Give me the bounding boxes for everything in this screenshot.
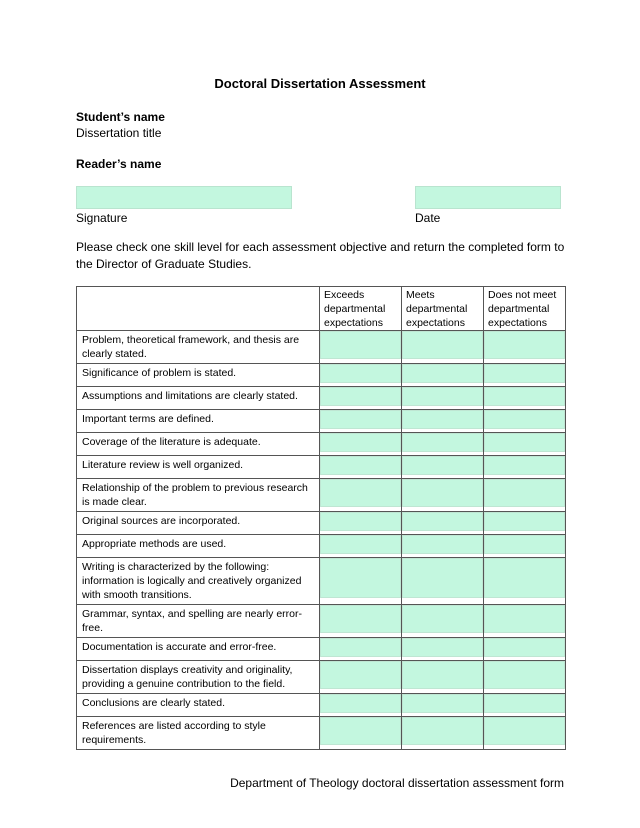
rating-checkbox-exceeds[interactable] <box>320 364 401 383</box>
dissertation-title-label: Dissertation title <box>76 126 162 140</box>
rating-cell-meets <box>402 638 484 661</box>
rating-checkbox-meets[interactable] <box>402 717 483 745</box>
assessment-table <box>76 286 566 750</box>
rating-cell-exceeds <box>320 717 402 750</box>
objective-text: Dissertation displays creativity and originality, providing a genuine contribution to the field. <box>82 664 293 690</box>
rating-checkbox-meets[interactable] <box>402 364 483 383</box>
rating-cell-does-not-meet <box>484 364 566 387</box>
column-header-label: Meets departmental expectations <box>406 289 468 329</box>
rating-checkbox-does-not-meet[interactable] <box>484 331 565 359</box>
rating-cell-exceeds <box>320 661 402 694</box>
rating-checkbox-does-not-meet[interactable] <box>484 387 565 406</box>
rating-checkbox-does-not-meet[interactable] <box>484 638 565 657</box>
rating-cell-exceeds <box>320 410 402 433</box>
rating-checkbox-meets[interactable] <box>402 387 483 406</box>
reader-name-label: Reader’s name <box>76 157 162 171</box>
table-row <box>77 694 566 717</box>
table-row <box>77 331 566 364</box>
table-row <box>77 433 566 456</box>
rating-checkbox-exceeds[interactable] <box>320 433 401 452</box>
rating-cell-exceeds <box>320 605 402 638</box>
rating-checkbox-exceeds[interactable] <box>320 605 401 633</box>
rating-cell-does-not-meet <box>484 456 566 479</box>
rating-checkbox-exceeds[interactable] <box>320 387 401 406</box>
objective-cell <box>77 661 320 694</box>
rating-cell-meets <box>402 331 484 364</box>
page-title: Doctoral Dissertation Assessment <box>214 76 426 91</box>
rating-cell-exceeds <box>320 456 402 479</box>
objective-text: References are listed according to style requirements. <box>82 720 266 746</box>
rating-checkbox-meets[interactable] <box>402 661 483 689</box>
table-row <box>77 717 566 750</box>
rating-checkbox-meets[interactable] <box>402 512 483 531</box>
objective-text: Significance of problem is stated. <box>82 367 237 379</box>
date-label: Date <box>415 211 441 225</box>
objective-cell <box>77 717 320 750</box>
rating-cell-meets <box>402 694 484 717</box>
objective-text: Documentation is accurate and error-free. <box>82 641 277 653</box>
rating-cell-does-not-meet <box>484 512 566 535</box>
signature-label: Signature <box>76 211 128 225</box>
rating-cell-exceeds <box>320 512 402 535</box>
table-row <box>77 535 566 558</box>
rating-checkbox-does-not-meet[interactable] <box>484 512 565 531</box>
objective-cell <box>77 433 320 456</box>
table-row <box>77 456 566 479</box>
objective-text: Grammar, syntax, and spelling are nearly error-free. <box>82 608 303 634</box>
rating-cell-does-not-meet <box>484 433 566 456</box>
rating-checkbox-does-not-meet[interactable] <box>484 558 565 598</box>
table-header-row <box>77 287 566 331</box>
rating-cell-does-not-meet <box>484 717 566 750</box>
rating-cell-does-not-meet <box>484 535 566 558</box>
rating-checkbox-exceeds[interactable] <box>320 558 401 598</box>
rating-cell-meets <box>402 661 484 694</box>
table-row <box>77 638 566 661</box>
header-blank-cell <box>77 287 320 331</box>
rating-cell-meets <box>402 433 484 456</box>
rating-cell-exceeds <box>320 638 402 661</box>
rating-cell-meets <box>402 535 484 558</box>
rating-cell-exceeds <box>320 364 402 387</box>
rating-cell-meets <box>402 387 484 410</box>
column-header-label: Does not meet departmental expectations <box>488 289 557 329</box>
rating-cell-does-not-meet <box>484 331 566 364</box>
rating-cell-meets <box>402 717 484 750</box>
objective-text: Conclusions are clearly stated. <box>82 697 225 709</box>
rating-cell-exceeds <box>320 694 402 717</box>
rating-checkbox-meets[interactable] <box>402 558 483 598</box>
rating-cell-exceeds <box>320 433 402 456</box>
student-name-label: Student’s name <box>76 110 165 124</box>
objective-cell <box>77 638 320 661</box>
rating-cell-does-not-meet <box>484 638 566 661</box>
rating-checkbox-meets[interactable] <box>402 605 483 633</box>
rating-cell-does-not-meet <box>484 558 566 605</box>
rating-cell-does-not-meet <box>484 479 566 512</box>
rating-checkbox-does-not-meet[interactable] <box>484 433 565 452</box>
objective-cell <box>77 512 320 535</box>
rating-cell-exceeds <box>320 331 402 364</box>
column-header-meets <box>402 287 484 331</box>
rating-cell-does-not-meet <box>484 605 566 638</box>
rating-cell-meets <box>402 558 484 605</box>
rating-checkbox-exceeds[interactable] <box>320 717 401 745</box>
rating-checkbox-exceeds[interactable] <box>320 479 401 507</box>
objective-text: Relationship of the problem to previous research is made clear. <box>82 482 308 508</box>
objective-cell <box>77 456 320 479</box>
rating-cell-exceeds <box>320 535 402 558</box>
objective-cell <box>77 605 320 638</box>
rating-cell-exceeds <box>320 387 402 410</box>
table-row <box>77 410 566 433</box>
rating-cell-meets <box>402 605 484 638</box>
table-row <box>77 364 566 387</box>
rating-cell-does-not-meet <box>484 387 566 410</box>
objective-cell <box>77 331 320 364</box>
table-row <box>77 605 566 638</box>
rating-checkbox-meets[interactable] <box>402 479 483 507</box>
rating-checkbox-exceeds[interactable] <box>320 661 401 689</box>
rating-checkbox-does-not-meet[interactable] <box>484 694 565 713</box>
objective-text: Coverage of the literature is adequate. <box>82 436 261 448</box>
rating-cell-meets <box>402 364 484 387</box>
objective-text: Important terms are defined. <box>82 413 214 425</box>
rating-cell-meets <box>402 456 484 479</box>
objective-cell <box>77 364 320 387</box>
rating-cell-meets <box>402 512 484 535</box>
objective-cell <box>77 479 320 512</box>
objective-cell <box>77 694 320 717</box>
objective-text: Original sources are incorporated. <box>82 515 241 527</box>
rating-cell-does-not-meet <box>484 694 566 717</box>
rating-checkbox-meets[interactable] <box>402 410 483 429</box>
rating-checkbox-meets[interactable] <box>402 456 483 475</box>
rating-checkbox-exceeds[interactable] <box>320 512 401 531</box>
rating-checkbox-does-not-meet[interactable] <box>484 717 565 745</box>
rating-checkbox-does-not-meet[interactable] <box>484 605 565 633</box>
objective-cell <box>77 558 320 605</box>
rating-checkbox-exceeds[interactable] <box>320 456 401 475</box>
column-header-exceeds <box>320 287 402 331</box>
rating-checkbox-does-not-meet[interactable] <box>484 364 565 383</box>
table-row <box>77 512 566 535</box>
rating-checkbox-exceeds[interactable] <box>320 410 401 429</box>
rating-checkbox-does-not-meet[interactable] <box>484 410 565 429</box>
objective-text: Assumptions and limitations are clearly stated. <box>82 390 298 402</box>
objective-text: Literature review is well organized. <box>82 459 244 471</box>
rating-cell-meets <box>402 410 484 433</box>
footer-text: Department of Theology doctoral dissertation assessment form <box>230 776 564 790</box>
table-row <box>77 387 566 410</box>
signature-field[interactable] <box>76 186 292 209</box>
rating-checkbox-does-not-meet[interactable] <box>484 479 565 507</box>
rating-checkbox-does-not-meet[interactable] <box>484 661 565 689</box>
rating-checkbox-meets[interactable] <box>402 535 483 554</box>
instructions: Please check one skill level for each assessment objective and return the completed form to the Director of Graduate Studies. <box>76 240 565 271</box>
objective-cell <box>77 387 320 410</box>
objective-text: Writing is characterized by the following: information is logically and creatively organized with smooth transitions. <box>82 561 302 601</box>
table-row <box>77 661 566 694</box>
column-header-label: Exceeds departmental expectations <box>324 289 386 329</box>
rating-checkbox-does-not-meet[interactable] <box>484 456 565 475</box>
rating-cell-does-not-meet <box>484 661 566 694</box>
rating-checkbox-meets[interactable] <box>402 638 483 657</box>
objective-text: Appropriate methods are used. <box>82 538 227 550</box>
date-field[interactable] <box>415 186 561 209</box>
rating-checkbox-exceeds[interactable] <box>320 694 401 713</box>
rating-checkbox-meets[interactable] <box>402 433 483 452</box>
rating-checkbox-exceeds[interactable] <box>320 331 401 359</box>
rating-cell-exceeds <box>320 479 402 512</box>
objective-cell <box>77 410 320 433</box>
rating-cell-does-not-meet <box>484 410 566 433</box>
table-body <box>77 331 566 750</box>
rating-checkbox-exceeds[interactable] <box>320 638 401 657</box>
rating-checkbox-meets[interactable] <box>402 331 483 359</box>
objective-text: Problem, theoretical framework, and thesis are clearly stated. <box>82 334 300 360</box>
rating-checkbox-meets[interactable] <box>402 694 483 713</box>
column-header-does-not-meet <box>484 287 566 331</box>
rating-cell-exceeds <box>320 558 402 605</box>
rating-checkbox-does-not-meet[interactable] <box>484 535 565 554</box>
table-row <box>77 558 566 605</box>
rating-checkbox-exceeds[interactable] <box>320 535 401 554</box>
objective-cell <box>77 535 320 558</box>
table-row <box>77 479 566 512</box>
rating-cell-meets <box>402 479 484 512</box>
